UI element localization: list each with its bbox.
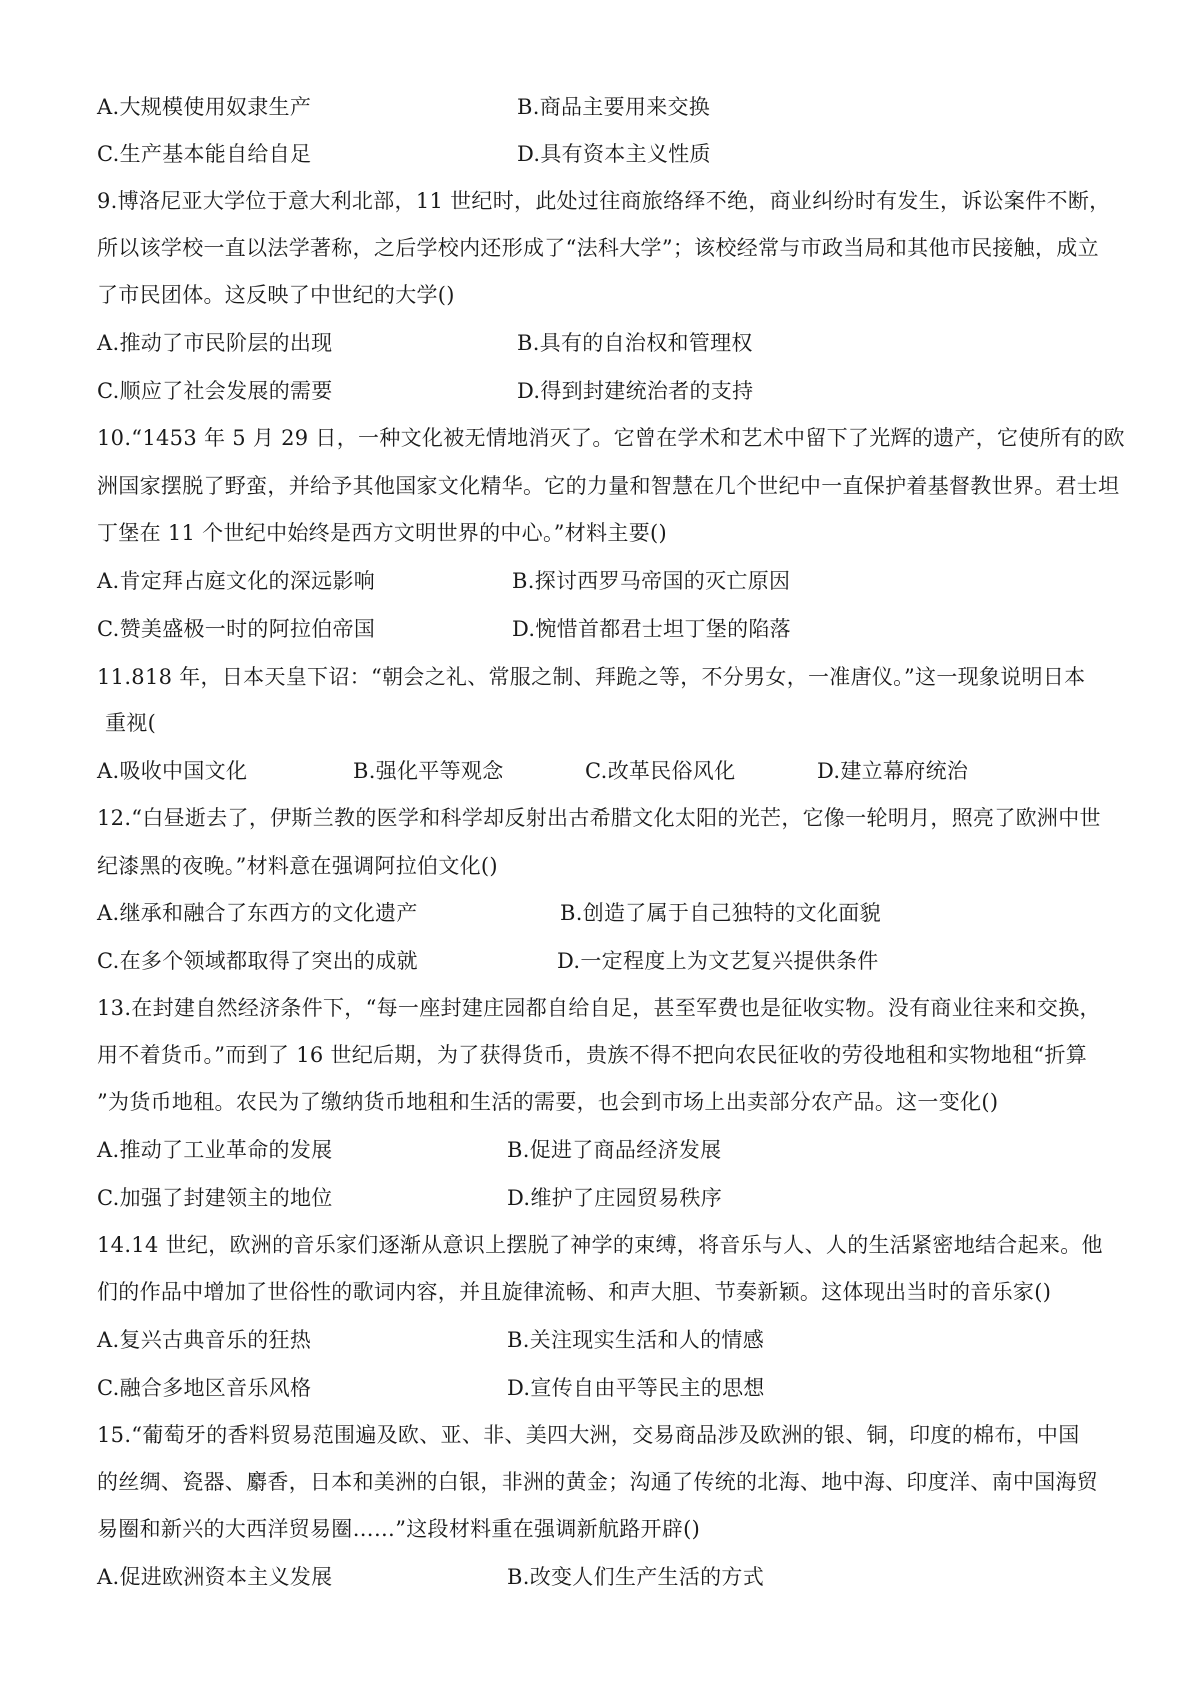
q12-option-a: A.继承和融合了东西方的文化遗产 bbox=[97, 901, 418, 925]
q12-option-d: D.一定程度上为文艺复兴提供条件 bbox=[557, 949, 879, 973]
q13-stem-line-2: 用不着货币。”而到了 16 世纪后期，为了获得货币，贵族不得不把向农民征收的劳役地租和实物地租“折算 bbox=[97, 1043, 1088, 1067]
q13-option-a: A.推动了工业革命的发展 bbox=[97, 1138, 333, 1162]
q9-option-c: C.顺应了社会发展的需要 bbox=[97, 379, 333, 403]
q13-stem-line-1: 13.在封建自然经济条件下，“每一座封建庄园都自给自足，甚至军费也是征收实物。没有商业往来和交换， bbox=[97, 996, 1101, 1020]
q13-stem-line-3: ”为货币地租。农民为了缴纳货币地租和生活的需要，也会到市场上出卖部分农产品。这一变化() bbox=[97, 1090, 999, 1114]
q8-option-c: C.生产基本能自给自足 bbox=[97, 142, 312, 166]
q14-option-a: A.复兴古典音乐的狂热 bbox=[97, 1328, 312, 1352]
q14-stem-line-1: 14.14 世纪，欧洲的音乐家们逐渐从意识上摆脱了神学的束缚，将音乐与人、人的生活紧密地结合起来。他 bbox=[97, 1233, 1103, 1257]
q10-option-d: D.惋惜首都君士坦丁堡的陷落 bbox=[512, 617, 791, 641]
q13-option-d: D.维护了庄园贸易秩序 bbox=[507, 1186, 723, 1210]
q13-option-c: C.加强了封建领主的地位 bbox=[97, 1186, 333, 1210]
q8-option-b: B.商品主要用来交换 bbox=[517, 95, 711, 119]
q12-stem-line-1: 12.“白昼逝去了，伊斯兰教的医学和科学却反射出古希腊文化太阳的光芒，它像一轮明月，照亮了欧洲中世 bbox=[97, 806, 1101, 830]
q9-stem-line-1: 9.博洛尼亚大学位于意大利北部，11 世纪时，此处过往商旅络绎不绝，商业纠纷时有发生，诉讼案件不断， bbox=[97, 189, 1111, 213]
q11-option-d: D.建立幕府统治 bbox=[817, 759, 969, 783]
q15-option-b: B.改变人们生产生活的方式 bbox=[507, 1565, 765, 1589]
q10-option-b: B.探讨西罗马帝国的灭亡原因 bbox=[512, 569, 791, 593]
q12-option-c: C.在多个领域都取得了突出的成就 bbox=[97, 949, 418, 973]
q9-option-b: B.具有的自治权和管理权 bbox=[517, 331, 753, 355]
q13-option-b: B.促进了商品经济发展 bbox=[507, 1138, 722, 1162]
q15-stem-line-1: 15.“葡萄牙的香料贸易范围遍及欧、亚、非、美四大洲，交易商品涉及欧洲的银、铜，印度的棉布，中国 bbox=[97, 1423, 1080, 1447]
q12-stem-line-2: 纪漆黑的夜晚。”材料意在强调阿拉伯文化() bbox=[97, 854, 498, 878]
q12-option-b: B.创造了属于自己独特的文化面貌 bbox=[560, 901, 881, 925]
q14-option-b: B.关注现实生活和人的情感 bbox=[507, 1328, 765, 1352]
q9-stem-line-2: 所以该学校一直以法学著称，之后学校内还形成了“法科大学”；该校经常与市政当局和其他市民接触，成立 bbox=[97, 236, 1099, 260]
q14-option-d: D.宣传自由平等民主的思想 bbox=[507, 1376, 765, 1400]
q9-stem-line-3: 了市民团体。这反映了中世纪的大学() bbox=[97, 283, 455, 307]
q15-option-a: A.促进欧洲资本主义发展 bbox=[97, 1565, 333, 1589]
q9-option-a: A.推动了市民阶层的出现 bbox=[97, 331, 333, 355]
q10-option-c: C.赞美盛极一时的阿拉伯帝国 bbox=[97, 617, 376, 641]
q11-stem-line-2: 重视( bbox=[105, 711, 157, 735]
q10-option-a: A.肯定拜占庭文化的深远影响 bbox=[97, 569, 376, 593]
q8-option-d: D.具有资本主义性质 bbox=[517, 142, 711, 166]
q10-stem-line-1: 10.“1453 年 5 月 29 日，一种文化被无情地消灭了。它曾在学术和艺术中留下了光辉的遗产，它使所有的欧 bbox=[97, 426, 1125, 450]
q11-stem-line-1: 11.818 年，日本天皇下诏：“朝会之礼、常服之制、拜跪之等，不分男女，一准唐仪。”这一现象说明日本 bbox=[97, 665, 1086, 689]
q15-stem-line-2: 的丝绸、瓷器、麝香，日本和美洲的白银，非洲的黄金；沟通了传统的北海、地中海、印度洋、南中国海贸 bbox=[97, 1470, 1099, 1494]
q14-stem-line-2: 们的作品中增加了世俗性的歌词内容，并且旋律流畅、和声大胆、节奏新颖。这体现出当时的音乐家() bbox=[97, 1280, 1052, 1304]
q15-stem-line-3: 易圈和新兴的大西洋贸易圈……”这段材料重在强调新航路开辟() bbox=[97, 1517, 701, 1541]
q11-option-a: A.吸收中国文化 bbox=[97, 759, 248, 783]
q9-option-d: D.得到封建统治者的支持 bbox=[517, 379, 754, 403]
q11-option-c: C.改革民俗风化 bbox=[585, 759, 736, 783]
q8-option-a: A.大规模使用奴隶生产 bbox=[97, 95, 312, 119]
q10-stem-line-3: 丁堡在 11 个世纪中始终是西方文明世界的中心。”材料主要() bbox=[97, 521, 667, 545]
q11-option-b: B.强化平等观念 bbox=[353, 759, 504, 783]
q10-stem-line-2: 洲国家摆脱了野蛮，并给予其他国家文化精华。它的力量和智慧在几个世纪中一直保护着基督教世界。君士坦 bbox=[97, 474, 1120, 498]
q14-option-c: C.融合多地区音乐风格 bbox=[97, 1376, 312, 1400]
